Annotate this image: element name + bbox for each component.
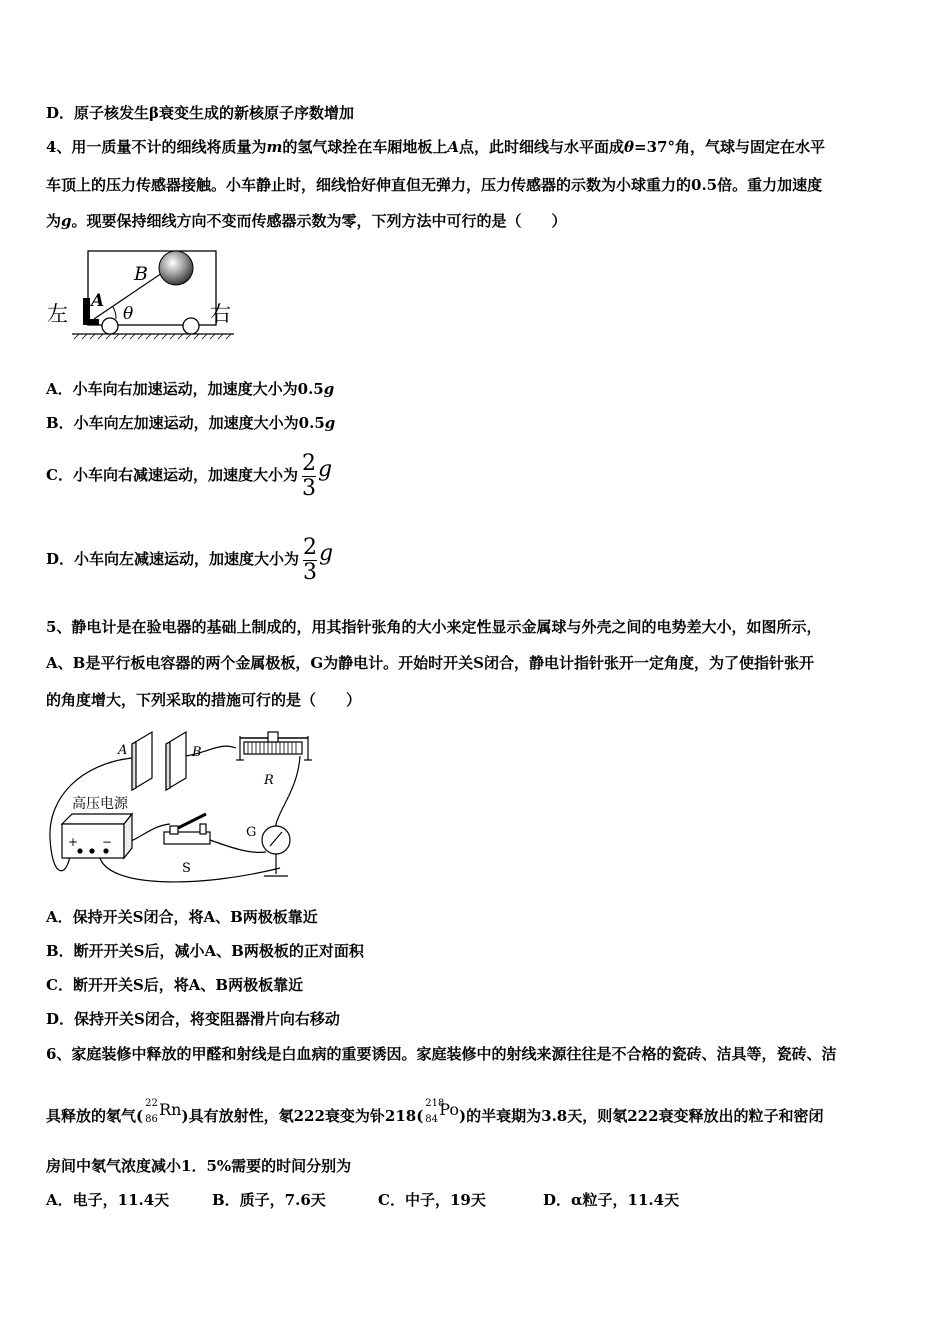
q5-stem-line2: A、B是平行板电容器的两个金属极板，G为静电计。开始时开关S闭合，静电计指针张开一定角度，为了使指针张开 xyxy=(46,654,814,672)
label-minus: − xyxy=(102,835,113,849)
label-a: A xyxy=(91,291,105,311)
q6-option-c: C．中子，19天 xyxy=(378,1191,486,1209)
label-plus: + xyxy=(68,835,79,849)
nuclide-po: 218 84 Po xyxy=(425,1098,460,1125)
label-plate-b: B xyxy=(192,745,202,760)
balloon xyxy=(159,251,193,285)
wire-r-g xyxy=(276,756,300,824)
q5-figure-circuit xyxy=(40,728,330,888)
rheostat-r xyxy=(244,742,302,754)
ground-hatch xyxy=(74,334,231,339)
angle-arc xyxy=(113,307,116,319)
q4-stem-line2: 车顶上的压力传感器接触。小车静止时，细线恰好伸直但无弹力，压力传感器的示数为小球重力的0.5倍。重力加速度 xyxy=(46,176,823,194)
fraction-two-thirds: $\frac{2}{3}$ xyxy=(301,450,316,501)
label-r: R xyxy=(264,773,274,788)
nuclide-rn: 22 86 Rn xyxy=(145,1098,182,1125)
q3-option-d: D．原子核发生β衰变生成的新核原子序数增加 xyxy=(46,104,354,122)
q6-stem-line3: 房间中氡气浓度减小1．5%需要的时间分别为 xyxy=(46,1157,352,1175)
q4-option-d: D．小车向左减速运动，加速度大小为 $\frac{2}{3}$ g xyxy=(46,534,334,585)
q5-option-c: C．断开开关S后，将A、B两极板靠近 xyxy=(46,976,304,994)
car-body xyxy=(88,251,216,325)
rheostat-slider xyxy=(268,732,278,742)
q5-option-b: B．断开开关S后，减小A、B两极板的正对面积 xyxy=(46,942,364,960)
label-right: 右 xyxy=(210,302,231,326)
q6-option-a: A．电子，11.4天 xyxy=(46,1191,170,1209)
label-g: G xyxy=(246,825,257,840)
q5-option-d: D．保持开关S闭合，将变阻器滑片向右移动 xyxy=(46,1010,340,1028)
q5-option-a: A．保持开关S闭合，将A、B两极板靠近 xyxy=(46,908,318,926)
q6-stem-line1: 6、家庭装修中释放的甲醛和射线是白血病的重要诱因。家庭装修中的射线来源往往是不合格的瓷砖、洁具等，瓷砖、洁 xyxy=(46,1045,837,1063)
right-wheel xyxy=(183,318,199,334)
label-b: B xyxy=(134,263,148,285)
q4-figure-car xyxy=(46,246,246,344)
q6-option-b: B．质子，7.6天 xyxy=(212,1191,326,1209)
q4-stem-line1: 4、用一质量不计的细线将质量为m的氢气球拴在车厢地板上A点，此时细线与水平面成θ=37°角，气球与固定在水平 xyxy=(46,138,825,156)
q4-option-b: B．小车向左加速运动，加速度大小为0.5g xyxy=(46,414,336,432)
q5-stem-line3: 的角度增大，下列采取的措施可行的是（ ） xyxy=(46,691,362,709)
q6-stem-line2: 具释放的氡气( 22 86 Rn)具有放射性，氡222衰变为钋218( 218 84 Po)的半衰期为3.8天，则氡222衰变释放出的粒子和密闭 xyxy=(46,1098,824,1125)
fraction-two-thirds: $\frac{2}{3}$ xyxy=(303,534,318,585)
label-plate-a: A xyxy=(118,743,128,758)
label-theta: θ xyxy=(123,304,134,324)
q5-stem-line1: 5、静电计是在验电器的基础上制成的，用其指针张角的大小来定性显示金属球与外壳之间的电势差大小，如图所示， xyxy=(46,618,822,636)
power-supply-top xyxy=(62,814,132,824)
q4-option-a: A．小车向右加速运动，加速度大小为0.5g xyxy=(46,380,335,398)
electrometer-g xyxy=(262,826,290,854)
label-power-source: 高压电源 xyxy=(72,796,128,812)
label-s: S xyxy=(182,861,191,876)
left-wheel xyxy=(102,318,118,334)
q4-stem-line3: 为g。现要保持细线方向不变而传感器示数为零，下列方法中可行的是（ ） xyxy=(46,212,567,230)
q6-option-d: D．α粒子，11.4天 xyxy=(543,1191,680,1209)
label-left: 左 xyxy=(47,302,68,326)
wire-switch-g xyxy=(210,840,266,852)
q4-option-c: C．小车向右减速运动，加速度大小为 $\frac{2}{3}$ g xyxy=(46,450,333,501)
